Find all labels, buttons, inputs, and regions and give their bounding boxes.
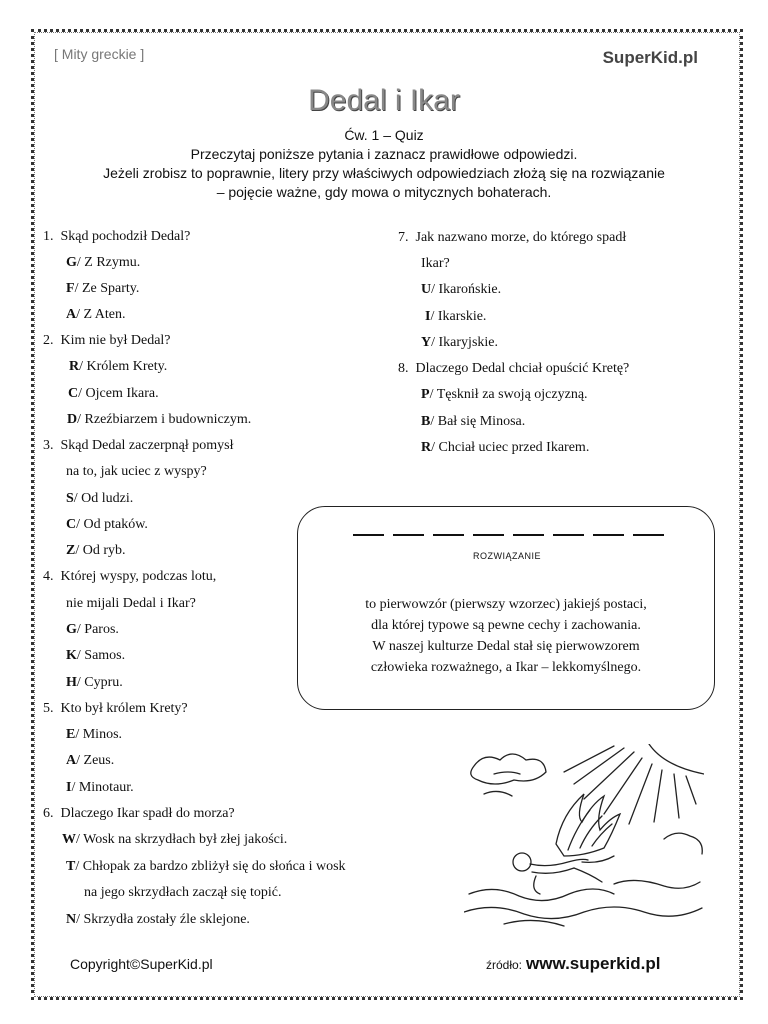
letter-blank[interactable] xyxy=(593,534,624,536)
question-4: 4. Której wyspy, podczas lotu, xyxy=(43,569,217,584)
answer-option[interactable]: C/ Od ptaków. xyxy=(66,517,148,532)
answer-option[interactable]: F/ Ze Sparty. xyxy=(66,281,140,296)
solution-description: to pierwowzór (pierwszy wzorzec) jakiejś postaci, dla której typowe są pewne cechy i zachowania. W naszej kulturze Dedal stał się pierwowzorem człowieka rozważnego, a Ikar – lekkomyślnego. xyxy=(365,597,647,675)
letter-blank[interactable] xyxy=(353,534,384,536)
letter-blank[interactable] xyxy=(553,534,584,536)
instructions-line: Przeczytaj poniższe pytania i zaznacz prawidłowe odpowiedzi. xyxy=(190,146,578,162)
answer-option[interactable]: Z/ Od ryb. xyxy=(66,543,126,558)
question-7: 7. Jak nazwano morze, do którego spadł xyxy=(398,230,627,245)
answer-option[interactable]: P/ Tęsknił za swoją ojczyzną. xyxy=(421,387,588,402)
question-3: 3. Skąd Dedal zaczerpnął pomysł xyxy=(43,438,234,453)
answer-option[interactable]: A/ Zeus. xyxy=(66,753,115,768)
answer-option[interactable]: G/ Paros. xyxy=(66,622,119,637)
instructions xyxy=(0,126,768,202)
exercise-label: Ćw. 1 – Quiz xyxy=(344,127,424,143)
answer-option[interactable]: W/ Wosk na skrzydłach był złej jakości. xyxy=(62,832,288,847)
question-6: 6. Dlaczego Ikar spadł do morza? xyxy=(43,806,235,821)
answer-option[interactable]: E/ Minos. xyxy=(66,727,123,742)
answer-option[interactable]: R/ Chciał uciec przed Ikarem. xyxy=(421,440,590,455)
solution-blanks[interactable] xyxy=(353,534,664,536)
question-7-cont: Ikar? xyxy=(421,256,450,271)
answer-option[interactable]: U/ Ikarońskie. xyxy=(421,282,502,297)
answer-option[interactable]: N/ Skrzydła zostały źle sklejone. xyxy=(66,912,250,927)
answer-option[interactable]: B/ Bał się Minosa. xyxy=(421,414,526,429)
letter-blank[interactable] xyxy=(473,534,504,536)
answer-option-cont: na jego skrzydłach zaczął się topić. xyxy=(84,885,282,900)
answer-option[interactable]: A/ Z Aten. xyxy=(66,307,126,322)
answer-option[interactable]: I/ Minotaur. xyxy=(66,780,134,795)
answer-option[interactable]: R/ Królem Krety. xyxy=(69,359,168,374)
answer-option[interactable]: I/ Ikarskie. xyxy=(425,309,487,324)
question-1: 1. Skąd pochodził Dedal? xyxy=(43,229,191,244)
answer-option[interactable]: K/ Samos. xyxy=(66,648,126,663)
solution-label: ROZWIĄZANIE xyxy=(473,551,541,561)
page-title: Dedal i Ikar xyxy=(308,84,460,117)
answer-option[interactable]: Y/ Ikaryjskie. xyxy=(421,335,498,350)
instructions-line: – pojęcie ważne, gdy mowa o mitycznych bohaterach. xyxy=(216,184,552,200)
question-4-cont: nie mijali Dedal i Ikar? xyxy=(66,596,196,611)
icarus-illustration xyxy=(464,744,704,929)
answer-option[interactable]: C/ Ojcem Ikara. xyxy=(68,386,159,401)
answer-option[interactable]: D/ Rzeźbiarzem i budowniczym. xyxy=(67,412,252,427)
source-link[interactable]: www.superkid.pl xyxy=(526,954,661,973)
answer-option[interactable]: T/ Chłopak za bardzo zbliżył się do słońca i wosk xyxy=(66,859,346,874)
question-5: 5. Kto był królem Krety? xyxy=(43,701,188,716)
letter-blank[interactable] xyxy=(633,534,664,536)
letter-blank[interactable] xyxy=(433,534,464,536)
question-8: 8. Dlaczego Dedal chciał opuścić Kretę? xyxy=(398,361,630,376)
source: źródło: www.superkid.pl xyxy=(486,954,661,973)
question-3-cont: na to, jak uciec z wyspy? xyxy=(66,464,207,479)
instructions-line: Jeżeli zrobisz to poprawnie, litery przy właściwych odpowiedziach złożą się na rozwiązanie xyxy=(103,165,665,181)
letter-blank[interactable] xyxy=(393,534,424,536)
answer-option[interactable]: H/ Cypru. xyxy=(66,675,123,690)
answer-option[interactable]: S/ Od ludzi. xyxy=(66,491,134,506)
copyright: Copyright©SuperKid.pl xyxy=(70,956,213,972)
category-tag: [ Mity greckie ] xyxy=(54,46,145,62)
question-2: 2. Kim nie był Dedal? xyxy=(43,333,171,348)
brand-name: SuperKid.pl xyxy=(602,48,698,67)
answer-option[interactable]: G/ Z Rzymu. xyxy=(66,255,141,270)
letter-blank[interactable] xyxy=(513,534,544,536)
